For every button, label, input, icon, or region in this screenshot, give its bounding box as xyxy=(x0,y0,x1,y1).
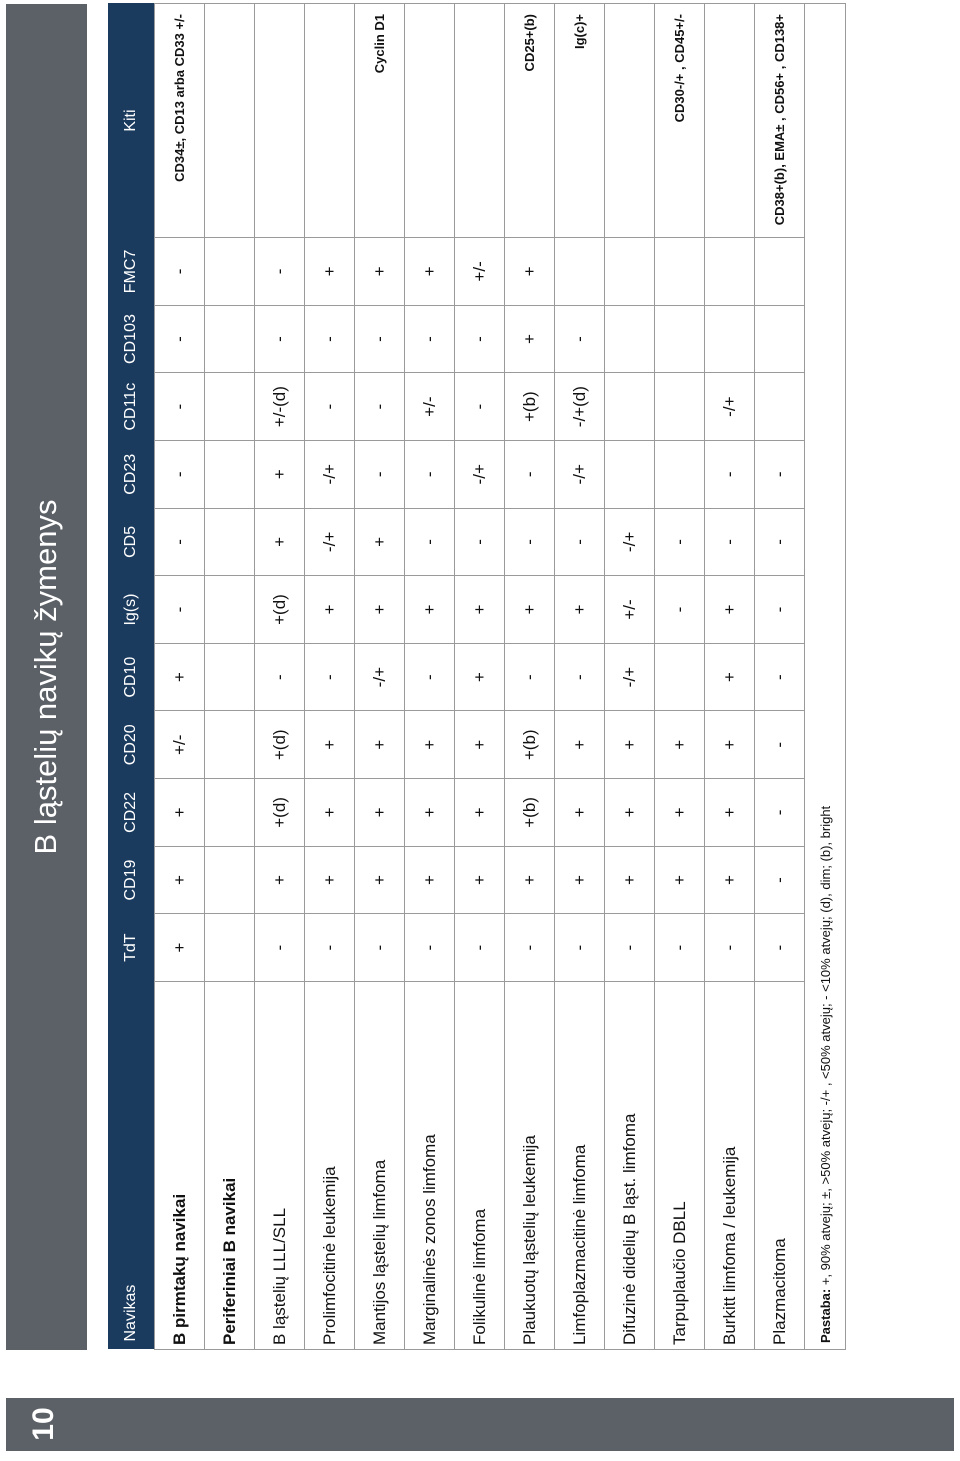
column-header: CD10 xyxy=(108,643,155,711)
marker-value-cell: + xyxy=(505,238,555,306)
other-markers-cell: Ig(c)+ xyxy=(555,4,605,238)
markers-table xyxy=(108,3,846,1350)
marker-value-cell: -/+ xyxy=(355,643,405,711)
marker-value-cell: - xyxy=(655,508,705,576)
table-row xyxy=(255,4,305,1350)
marker-value-cell: -/+ xyxy=(555,440,605,508)
page-number-bar xyxy=(6,1398,954,1451)
marker-value-cell: - xyxy=(155,373,205,441)
marker-value-cell: -/+ xyxy=(705,373,755,441)
marker-value-cell: +/- xyxy=(455,238,505,306)
tumor-name-cell: Marginalinės zonos limfoma xyxy=(405,981,455,1349)
table-row xyxy=(405,4,455,1350)
table-row xyxy=(505,4,555,1350)
marker-value-cell: + xyxy=(405,576,455,644)
marker-value-cell: - xyxy=(655,576,705,644)
marker-value-cell: - xyxy=(405,508,455,576)
marker-value-cell: - xyxy=(755,846,805,914)
marker-value-cell: + xyxy=(305,576,355,644)
marker-value-cell: - xyxy=(405,440,455,508)
note-text: +, 90% atvejų; ±, >50% atvejų; -/+ , <50% atvejų; - <10% atvejų; (d), dim; (b), bright xyxy=(817,805,833,1289)
marker-value-cell: - xyxy=(405,643,455,711)
tumor-name-cell: Plaukuotų ląstelių leukemija xyxy=(505,981,555,1349)
marker-value-cell: - xyxy=(755,779,805,847)
marker-value-cell: - xyxy=(555,643,605,711)
marker-value-cell: + xyxy=(555,576,605,644)
column-header: Ig(s) xyxy=(108,576,155,644)
marker-value-cell: - xyxy=(455,305,505,373)
table-row xyxy=(755,4,805,1350)
marker-value-cell: -/+(d) xyxy=(555,373,605,441)
section-row xyxy=(205,4,255,1350)
marker-value-cell xyxy=(205,238,255,306)
marker-value-cell xyxy=(655,373,705,441)
marker-value-cell: + xyxy=(455,846,505,914)
marker-value-cell xyxy=(205,643,255,711)
marker-value-cell: - xyxy=(655,914,705,982)
table-row xyxy=(455,4,505,1350)
marker-value-cell: - xyxy=(555,305,605,373)
table-row xyxy=(555,4,605,1350)
column-header: CD20 xyxy=(108,711,155,779)
marker-value-cell: + xyxy=(155,846,205,914)
marker-value-cell: - xyxy=(705,440,755,508)
marker-value-cell: +(b) xyxy=(505,373,555,441)
marker-value-cell: -/+ xyxy=(605,643,655,711)
marker-value-cell: - xyxy=(405,914,455,982)
marker-value-cell: -/+ xyxy=(455,440,505,508)
marker-value-cell: - xyxy=(155,576,205,644)
marker-value-cell: - xyxy=(155,305,205,373)
marker-value-cell xyxy=(605,238,655,306)
column-header: CD22 xyxy=(108,779,155,847)
marker-value-cell xyxy=(755,238,805,306)
marker-value-cell: - xyxy=(755,914,805,982)
marker-value-cell: - xyxy=(755,440,805,508)
marker-value-cell: - xyxy=(555,914,605,982)
marker-value-cell: - xyxy=(155,440,205,508)
marker-value-cell: + xyxy=(355,576,405,644)
other-markers-cell xyxy=(255,4,305,238)
marker-value-cell: + xyxy=(555,711,605,779)
marker-value-cell: - xyxy=(505,643,555,711)
other-markers-cell: Cyclin D1 xyxy=(355,4,405,238)
marker-value-cell xyxy=(205,305,255,373)
marker-value-cell: - xyxy=(455,373,505,441)
marker-value-cell: + xyxy=(255,440,305,508)
marker-value-cell: + xyxy=(305,238,355,306)
other-markers-cell xyxy=(705,4,755,238)
table-row xyxy=(155,4,205,1350)
column-header: Kiti xyxy=(108,4,155,238)
marker-value-cell: - xyxy=(755,711,805,779)
marker-value-cell: + xyxy=(305,711,355,779)
marker-value-cell: -/+ xyxy=(305,440,355,508)
marker-value-cell: +/-(d) xyxy=(255,373,305,441)
other-markers-cell xyxy=(305,4,355,238)
tumor-name-cell: Periferiniai B navikai xyxy=(205,981,255,1349)
column-header: FMC7 xyxy=(108,238,155,306)
marker-value-cell: + xyxy=(455,711,505,779)
marker-value-cell: - xyxy=(405,305,455,373)
table-row xyxy=(705,4,755,1350)
tumor-name-cell: B pirmtakų navikai xyxy=(155,981,205,1349)
marker-value-cell: + xyxy=(505,576,555,644)
column-header: TdT xyxy=(108,914,155,982)
other-markers-cell: CD30-/+ , CD45+/- xyxy=(655,4,705,238)
marker-value-cell: + xyxy=(605,711,655,779)
marker-value-cell: + xyxy=(355,711,405,779)
marker-value-cell: + xyxy=(705,711,755,779)
marker-value-cell: - xyxy=(455,508,505,576)
marker-value-cell xyxy=(655,305,705,373)
marker-value-cell xyxy=(605,440,655,508)
marker-value-cell: - xyxy=(305,643,355,711)
marker-value-cell: + xyxy=(455,779,505,847)
column-header: CD23 xyxy=(108,440,155,508)
table-row xyxy=(655,4,705,1350)
tumor-name-cell: Limfoplazmacitinė limfoma xyxy=(555,981,605,1349)
marker-value-cell: - xyxy=(305,373,355,441)
marker-value-cell: + xyxy=(355,846,405,914)
marker-value-cell: - xyxy=(255,238,305,306)
marker-value-cell: + xyxy=(455,643,505,711)
marker-value-cell: - xyxy=(705,914,755,982)
marker-value-cell: + xyxy=(705,643,755,711)
marker-value-cell: +/- xyxy=(605,576,655,644)
marker-value-cell xyxy=(655,440,705,508)
marker-value-cell xyxy=(205,440,255,508)
marker-value-cell: - xyxy=(355,914,405,982)
marker-value-cell: - xyxy=(505,440,555,508)
marker-value-cell: + xyxy=(355,779,405,847)
marker-value-cell: + xyxy=(155,643,205,711)
marker-value-cell: + xyxy=(155,779,205,847)
marker-value-cell: + xyxy=(655,779,705,847)
marker-value-cell: +(b) xyxy=(505,779,555,847)
marker-value-cell: - xyxy=(755,643,805,711)
marker-value-cell: + xyxy=(355,508,405,576)
table-row xyxy=(355,4,405,1350)
column-header: Navikas xyxy=(108,981,155,1349)
tumor-name-cell: Plazmacitoma xyxy=(755,981,805,1349)
tumor-name-cell: Burkitt limfoma / leukemija xyxy=(705,981,755,1349)
tumor-name-cell: Folikulinė limfoma xyxy=(455,981,505,1349)
marker-value-cell: +(d) xyxy=(255,576,305,644)
table-note xyxy=(805,4,846,1350)
markers-table-container xyxy=(108,3,854,1350)
marker-value-cell: + xyxy=(305,846,355,914)
marker-value-cell xyxy=(205,711,255,779)
marker-value-cell xyxy=(705,305,755,373)
marker-value-cell: + xyxy=(255,508,305,576)
other-markers-cell xyxy=(605,4,655,238)
marker-value-cell: - xyxy=(555,508,605,576)
other-markers-cell xyxy=(405,4,455,238)
marker-value-cell: - xyxy=(455,914,505,982)
other-markers-cell: CD34±, CD13 arba CD33 +/- xyxy=(155,4,205,238)
table-row xyxy=(605,4,655,1350)
marker-value-cell: - xyxy=(255,643,305,711)
marker-value-cell: +(b) xyxy=(505,711,555,779)
page-title: B ląstelių navikų žymenys xyxy=(28,499,63,855)
marker-value-cell xyxy=(205,576,255,644)
marker-value-cell xyxy=(705,238,755,306)
other-markers-cell xyxy=(455,4,505,238)
tumor-name-cell: Difuzinė didelių B ląst. limfoma xyxy=(605,981,655,1349)
marker-value-cell: - xyxy=(155,238,205,306)
note-label: Pastaba: xyxy=(817,1288,833,1343)
marker-value-cell xyxy=(205,914,255,982)
marker-value-cell: - xyxy=(355,305,405,373)
marker-value-cell: - xyxy=(505,914,555,982)
marker-value-cell: + xyxy=(555,779,605,847)
marker-value-cell: + xyxy=(655,846,705,914)
marker-value-cell xyxy=(655,238,705,306)
marker-value-cell: +/- xyxy=(155,711,205,779)
marker-value-cell: - xyxy=(755,508,805,576)
marker-value-cell: - xyxy=(355,440,405,508)
other-markers-cell: CD38+(b), EMA± , CD56+ , CD138+ xyxy=(755,4,805,238)
marker-value-cell: + xyxy=(355,238,405,306)
marker-value-cell: + xyxy=(705,779,755,847)
marker-value-cell: - xyxy=(255,914,305,982)
tumor-name-cell: Mantijos ląstelių limfoma xyxy=(355,981,405,1349)
marker-value-cell xyxy=(555,238,605,306)
page-number: 10 xyxy=(27,1407,60,1441)
marker-value-cell: + xyxy=(505,846,555,914)
marker-value-cell: - xyxy=(755,576,805,644)
marker-value-cell: - xyxy=(155,508,205,576)
marker-value-cell: + xyxy=(255,846,305,914)
marker-value-cell: + xyxy=(555,846,605,914)
tumor-name-cell: B ląstelių LLL/SLL xyxy=(255,981,305,1349)
marker-value-cell xyxy=(205,508,255,576)
marker-value-cell: + xyxy=(605,846,655,914)
marker-value-cell: + xyxy=(705,576,755,644)
table-header-row xyxy=(108,4,155,1350)
marker-value-cell: + xyxy=(505,305,555,373)
other-markers-cell: CD25+(b) xyxy=(505,4,555,238)
marker-value-cell: - xyxy=(505,508,555,576)
marker-value-cell: + xyxy=(405,779,455,847)
tumor-name-cell: Tarpuplaučio DBLL xyxy=(655,981,705,1349)
marker-value-cell: - xyxy=(255,305,305,373)
marker-value-cell xyxy=(655,643,705,711)
marker-value-cell: + xyxy=(155,914,205,982)
marker-value-cell: + xyxy=(405,238,455,306)
marker-value-cell xyxy=(205,779,255,847)
table-row xyxy=(305,4,355,1350)
other-markers-cell xyxy=(205,4,255,238)
marker-value-cell xyxy=(605,373,655,441)
marker-value-cell xyxy=(755,373,805,441)
marker-value-cell: + xyxy=(605,779,655,847)
marker-value-cell: - xyxy=(705,508,755,576)
marker-value-cell: + xyxy=(705,846,755,914)
marker-value-cell: - xyxy=(305,305,355,373)
column-header: CD103 xyxy=(108,305,155,373)
marker-value-cell: + xyxy=(655,711,705,779)
marker-value-cell: + xyxy=(455,576,505,644)
marker-value-cell xyxy=(205,846,255,914)
column-header: CD19 xyxy=(108,846,155,914)
marker-value-cell: +(d) xyxy=(255,711,305,779)
marker-value-cell xyxy=(205,373,255,441)
marker-value-cell: + xyxy=(305,779,355,847)
marker-value-cell: + xyxy=(405,846,455,914)
marker-value-cell: +(d) xyxy=(255,779,305,847)
marker-value-cell xyxy=(755,305,805,373)
marker-value-cell xyxy=(605,305,655,373)
note-row xyxy=(805,4,846,1350)
column-header: CD5 xyxy=(108,508,155,576)
marker-value-cell: - xyxy=(605,914,655,982)
column-header: CD11c xyxy=(108,373,155,441)
tumor-name-cell: Prolimfocitinė leukemija xyxy=(305,981,355,1349)
marker-value-cell: -/+ xyxy=(305,508,355,576)
marker-value-cell: +/- xyxy=(405,373,455,441)
marker-value-cell: - xyxy=(355,373,405,441)
marker-value-cell: - xyxy=(305,914,355,982)
table-body xyxy=(155,4,846,1350)
marker-value-cell: -/+ xyxy=(605,508,655,576)
marker-value-cell: + xyxy=(405,711,455,779)
